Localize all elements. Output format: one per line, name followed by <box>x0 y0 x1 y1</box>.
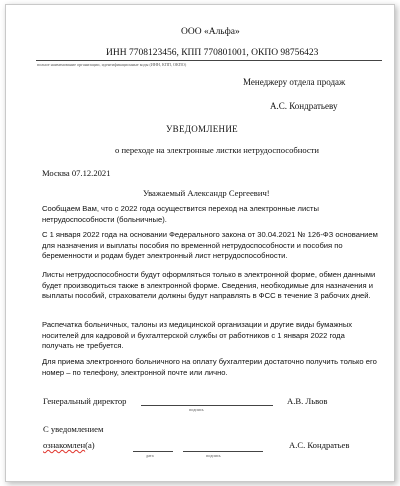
paragraph: Сообщаем Вам, что с 2022 года осуществится переход на электронные листы нетрудоспособности (больничные). <box>42 204 319 224</box>
acknowledgement-date-line <box>133 451 173 452</box>
acknowledgement-line <box>43 440 95 450</box>
organization-underline <box>36 60 382 61</box>
director-signature-line <box>141 405 273 406</box>
organization-name: ООО «Альфа» <box>181 27 240 37</box>
acknowledgement-date-caption: дата <box>146 453 154 458</box>
acknowledgement-signature-line <box>183 451 263 452</box>
addressee-name: А.С. Кондратьеву <box>270 101 338 111</box>
document-page <box>5 4 395 482</box>
organization-ids: ИНН 7708123456, КПП 770801001, ОКПО 98756423 <box>106 48 319 58</box>
city-date: Москва 07.12.2021 <box>42 168 111 178</box>
greeting: Уважаемый Александр Сергеевич! <box>143 188 270 198</box>
document-title: УВЕДОМЛЕНИЕ <box>166 124 238 134</box>
paragraph: С 1 января 2022 года на основании Федерального закона от 30.04.2021 № 126-ФЗ основанием для назначения и выплаты пособия по временной нетрудоспособности и пособия по беременности и родам будет электронный лист нетрудоспособности. <box>42 230 378 261</box>
acknowledged-suffix: (а) <box>85 440 95 450</box>
acknowledged-word: ознакомлен <box>43 440 86 450</box>
paragraph: Листы нетрудоспособности будут оформляться только в электронной форме, обмен данными будет производиться также в электронной форме. Сведения, необходимые для назначения и выплаты пособий, страхователи должны будут направлять в ФСС в течение 3 рабочих дней. <box>42 270 376 301</box>
employee-name: А.С. Кондратьев <box>289 440 350 450</box>
addressee-position: Менеджеру отдела продаж <box>243 77 346 87</box>
acknowledgement-signature-caption: подпись <box>206 453 221 458</box>
organization-caption: полное наименование организации, идентификационные коды (ИНН, КПП, ОКПО) <box>37 62 187 67</box>
paragraph: Для приема электронного больничного на оплату бухгалтерии достаточно получить только его номер – по телефону, электронной почте или лично. <box>42 357 377 377</box>
director-signature-caption: подпись <box>189 407 204 412</box>
acknowledgement-label: С уведомлением <box>43 424 104 434</box>
document-subtitle: о переходе на электронные листки нетрудоспособности <box>115 145 320 155</box>
paragraph: Распечатка больничных, талоны из медицинской организации и другие виды бумажных носителей для кадровой и бухгалтерской службы от работников с 1 января 2022 года получать не требуется. <box>42 320 353 351</box>
director-name: А.В. Львов <box>287 396 328 406</box>
director-label: Генеральный директор <box>43 396 127 406</box>
